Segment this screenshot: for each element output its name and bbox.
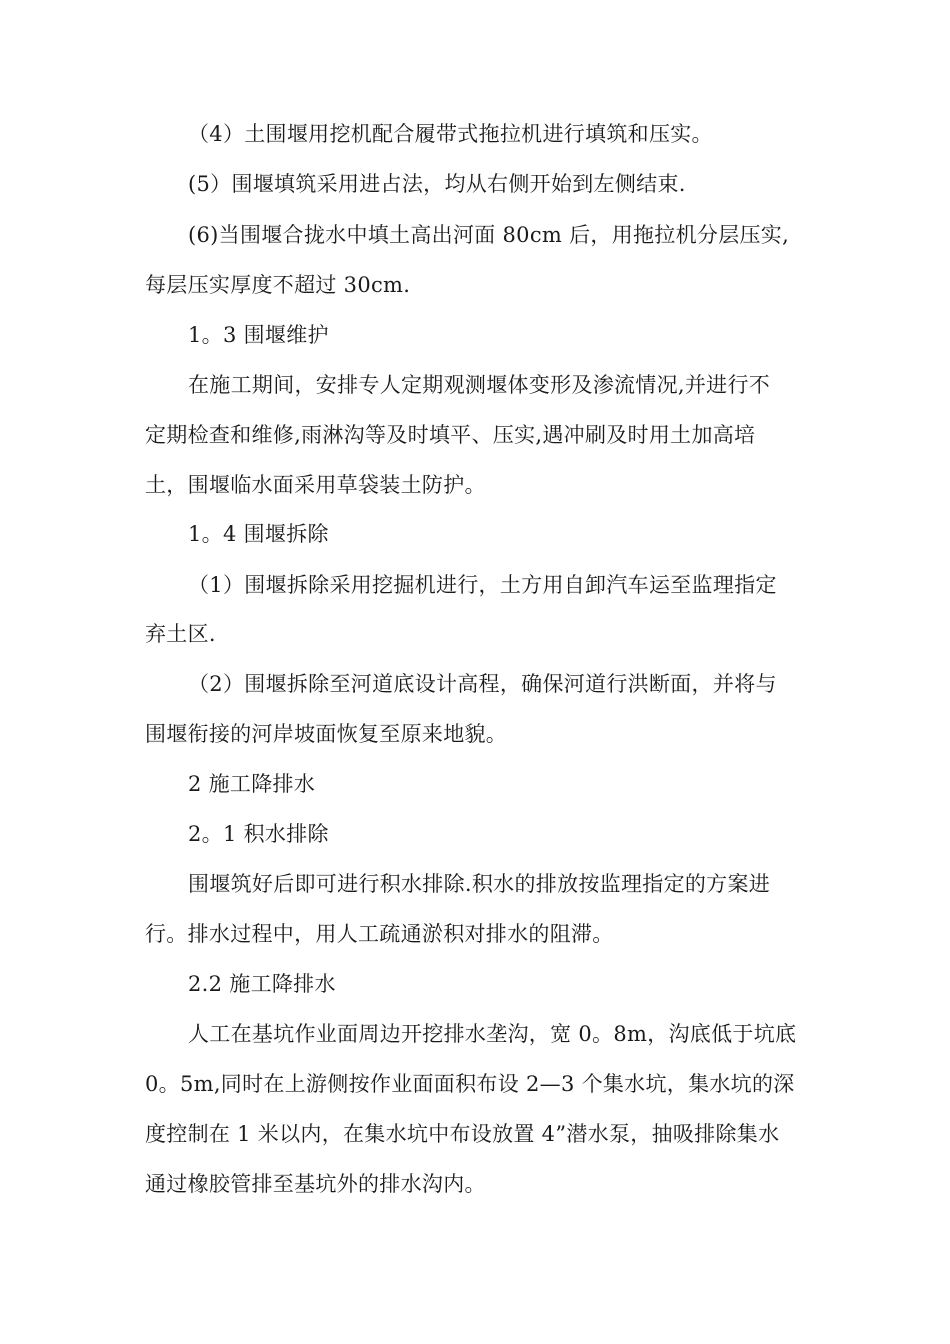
paragraph-line: 在施工期间，安排专人定期观测堰体变形及渗流情况,并进行不 [188,373,771,397]
paragraph-line: (6)当围堰合拢水中填土高出河面 80cm 后，用拖拉机分层压实, [188,223,790,247]
paragraph-line: 每层压实厚度不超过 30cm. [145,273,411,297]
section-heading: 2.2 施工降排水 [188,972,336,996]
paragraph-line: 0。5m,同时在上游侧按作业面面积布设 2—3 个集水坑，集水坑的深 [145,1072,795,1096]
paragraph-line: (5）围堰填筑采用进占法，均从右侧开始到左侧结束. [188,172,686,196]
section-heading: 2。1 积水排除 [188,822,329,846]
paragraph-line: 度控制在 1 米以内，在集水坑中布设放置 4”潜水泵，抽吸排除集水 [145,1122,780,1146]
paragraph-line: 人工在基坑作业面周边开挖排水垄沟，宽 0。8m，沟底低于坑底 [188,1022,797,1046]
section-heading: 1。3 围堰维护 [188,323,329,347]
paragraph-line: 围堰衔接的河岸坡面恢复至原来地貌。 [145,722,508,746]
paragraph-line: 行。排水过程中，用人工疏通淤积对排水的阻滞。 [145,922,614,946]
paragraph-line: 围堰筑好后即可进行积水排除.积水的排放按监理指定的方案进 [188,872,771,896]
paragraph-line: （4）土围堰用挖机配合履带式拖拉机进行填筑和压实。 [188,122,713,146]
paragraph-line: 定期检查和维修,雨淋沟等及时填平、压实,遇冲刷及时用土加高培 [145,423,756,447]
paragraph-line: 通过橡胶管排至基坑外的排水沟内。 [145,1172,486,1196]
paragraph-line: 土，围堰临水面采用草袋装土防护。 [145,473,486,497]
paragraph-line: （1）围堰拆除采用挖掘机进行，土方用自卸汽车运至监理指定 [188,573,777,597]
paragraph-line: 弃土区. [145,622,216,646]
paragraph-line: （2）围堰拆除至河道底设计高程，确保河道行洪断面，并将与 [188,672,777,696]
section-heading: 1。4 围堰拆除 [188,522,329,546]
section-heading: 2 施工降排水 [188,772,316,796]
